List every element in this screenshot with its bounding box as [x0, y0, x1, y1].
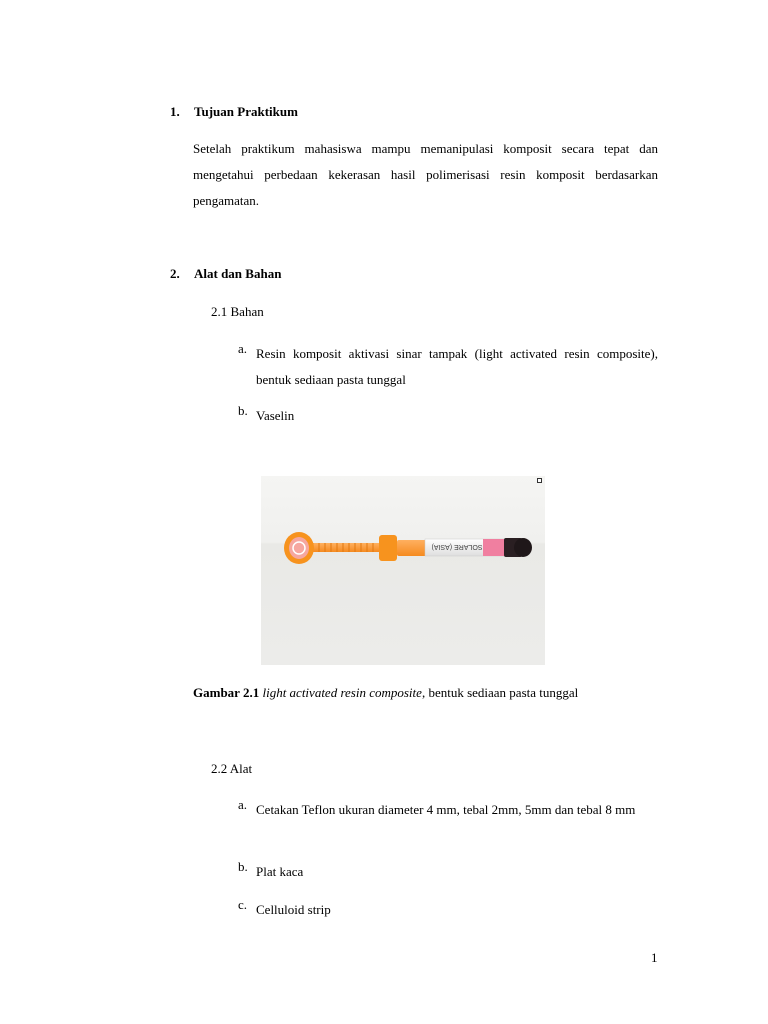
list-marker: c. [238, 897, 248, 912]
section-1-number: 1. [170, 104, 180, 119]
section-1-title: Tujuan Praktikum [194, 104, 298, 119]
bahan-item-b [238, 403, 658, 429]
syringe-label-text: SOLARE (ASIA) [431, 543, 483, 550]
list-marker: b. [238, 859, 248, 874]
section-1-paragraph: Setelah praktikum mahasiswa mampu memanipulasi komposit secara tepat dan mengetahui perbedaan kekerasan hasil polimerisasi resin komposit berdasarkan pengamatan. [193, 141, 658, 208]
list-item-text: Resin komposit aktivasi sinar tampak (light activated resin composite), bentuk sediaan pasta tunggal [256, 346, 658, 387]
subsection-bahan-title: 2.1 Bahan [211, 304, 264, 319]
page-number: 1 [651, 950, 658, 965]
section-2-title: Alat dan Bahan [194, 266, 282, 281]
list-item-text: Plat kaca [256, 864, 304, 879]
list-item-text: Cetakan Teflon ukuran diameter 4 mm, tebal 2mm, 5mm dan tebal 8 mm [256, 802, 636, 817]
alat-item-c [238, 897, 658, 923]
alat-item-a [238, 797, 658, 823]
syringe-flange [379, 535, 397, 561]
composite-syringe-photo [261, 476, 545, 665]
subsection-alat-title: 2.2 Alat [211, 761, 253, 776]
syringe-illustration [261, 476, 545, 665]
section-2-number: 2. [170, 266, 180, 281]
figure-label: Gambar 2.1 [193, 685, 260, 700]
plunger-rod [305, 543, 387, 552]
alat-item-b [238, 859, 658, 885]
list-marker: a. [238, 797, 248, 812]
bahan-item-a [238, 341, 658, 393]
figure-caption-rest: , bentuk sediaan pasta tunggal [421, 685, 579, 700]
list-marker: a. [238, 341, 248, 356]
figure-caption [193, 685, 578, 701]
figure-caption-italic: light activated resin composite [262, 685, 422, 700]
list-marker: b. [238, 403, 248, 418]
list-item-text: Celluloid strip [256, 902, 331, 917]
list-item-text: Vaselin [256, 408, 295, 423]
